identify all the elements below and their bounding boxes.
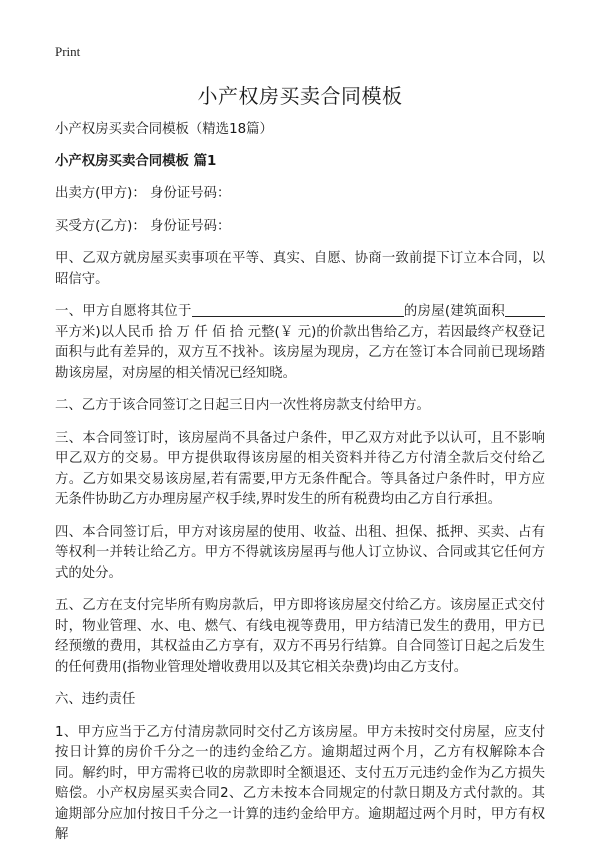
- clause-4: 四、本合同签订后，甲方对该房屋的使用、收益、出租、担保、抵押、买卖、占有等权利一并转让给乙方。甲方不得就该房屋再与他人订立协议、合同或其它任何方式的处分。: [55, 524, 545, 581]
- clause-2: 二、乙方于该合同签订之日起三日内一次性将房款支付给甲方。: [55, 398, 430, 413]
- clause-1-part-a: 一、甲方自愿将其位于: [55, 304, 192, 319]
- clause-3: 三、本合同签订时，该房屋尚不具备过户条件，甲乙双方对此予以认可，且不影响甲乙双方的交易。甲方提供取得该房屋的相关资料并待乙方付清全款后交付给乙方。乙方如果交易该房屋,若有需要,甲方无条件配合。等具备过户条件时，甲方应无条件协助乙方办理房屋产权手续,界时发生的所有税费均由乙方自行承担。: [55, 430, 545, 507]
- clause-6-item-1: 1、甲方应当于乙方付清房款同时交付乙方该房屋。甲方未按时交付房屋，应支付按日计算的房价千分之一的违约金给乙方。逾期超过两个月，乙方有权解除本合同。解约时，甲方需将已收的房款即时全额退还、支付五万元违约金作为乙方损失赔偿。小产权房屋买卖合同2、乙方未按本合同规定的付款日期及方式付款的。其逾期部分应加付按日千分之一计算的违约金给甲方。逾期超过两个月时，甲方有权解: [55, 724, 545, 842]
- document-title: 小产权房买卖合同模板: [197, 84, 403, 108]
- clause-5: 五、乙方在支付完毕所有购房款后，甲方即将该房屋交付给乙方。该房屋正式交付时，物业管理、水、电、燃气、有线电视等费用，甲方结清已发生的费用，甲方已经预缴的费用，其权益由乙方享有，双方不再另行结算。自合同签订日起之后发生的任何费用(指物业管理处增收费用以及其它相关杂费)均由乙方支付。: [55, 598, 545, 675]
- document-subtitle: 小产权房买卖合同模板（精选18篇）: [55, 122, 273, 137]
- print-link[interactable]: Print: [55, 44, 81, 59]
- clause-1: [55, 302, 545, 384]
- address-blank: [192, 302, 404, 317]
- clause-1-part-b: 的房屋(建筑面积: [403, 304, 505, 319]
- document-body: [55, 120, 545, 858]
- seller-line: 出卖方(甲方)： 身份证号码：: [55, 186, 231, 201]
- clause-1-part-c: 平方米)以人民币 拾 万 仟 佰 拾 元整(￥ 元)的价款出售给乙方，若因最终产权登记面积与此有差异的，双方互不找补。该房屋为现房，乙方在签订本合同前已现场踏勘该房屋，对房屋的相关情况已经知晓。: [55, 324, 545, 381]
- clause-6-heading: 六、违约责任: [55, 692, 136, 707]
- area-blank: [505, 302, 545, 317]
- intro-paragraph: 甲、乙双方就房屋买卖事项在平等、真实、自愿、协商一致前提下订立本合同，以昭信守。: [55, 251, 545, 287]
- buyer-line: 买受方(乙方)： 身份证号码：: [55, 218, 231, 234]
- section-heading: 小产权房买卖合同模板 篇1: [55, 153, 217, 169]
